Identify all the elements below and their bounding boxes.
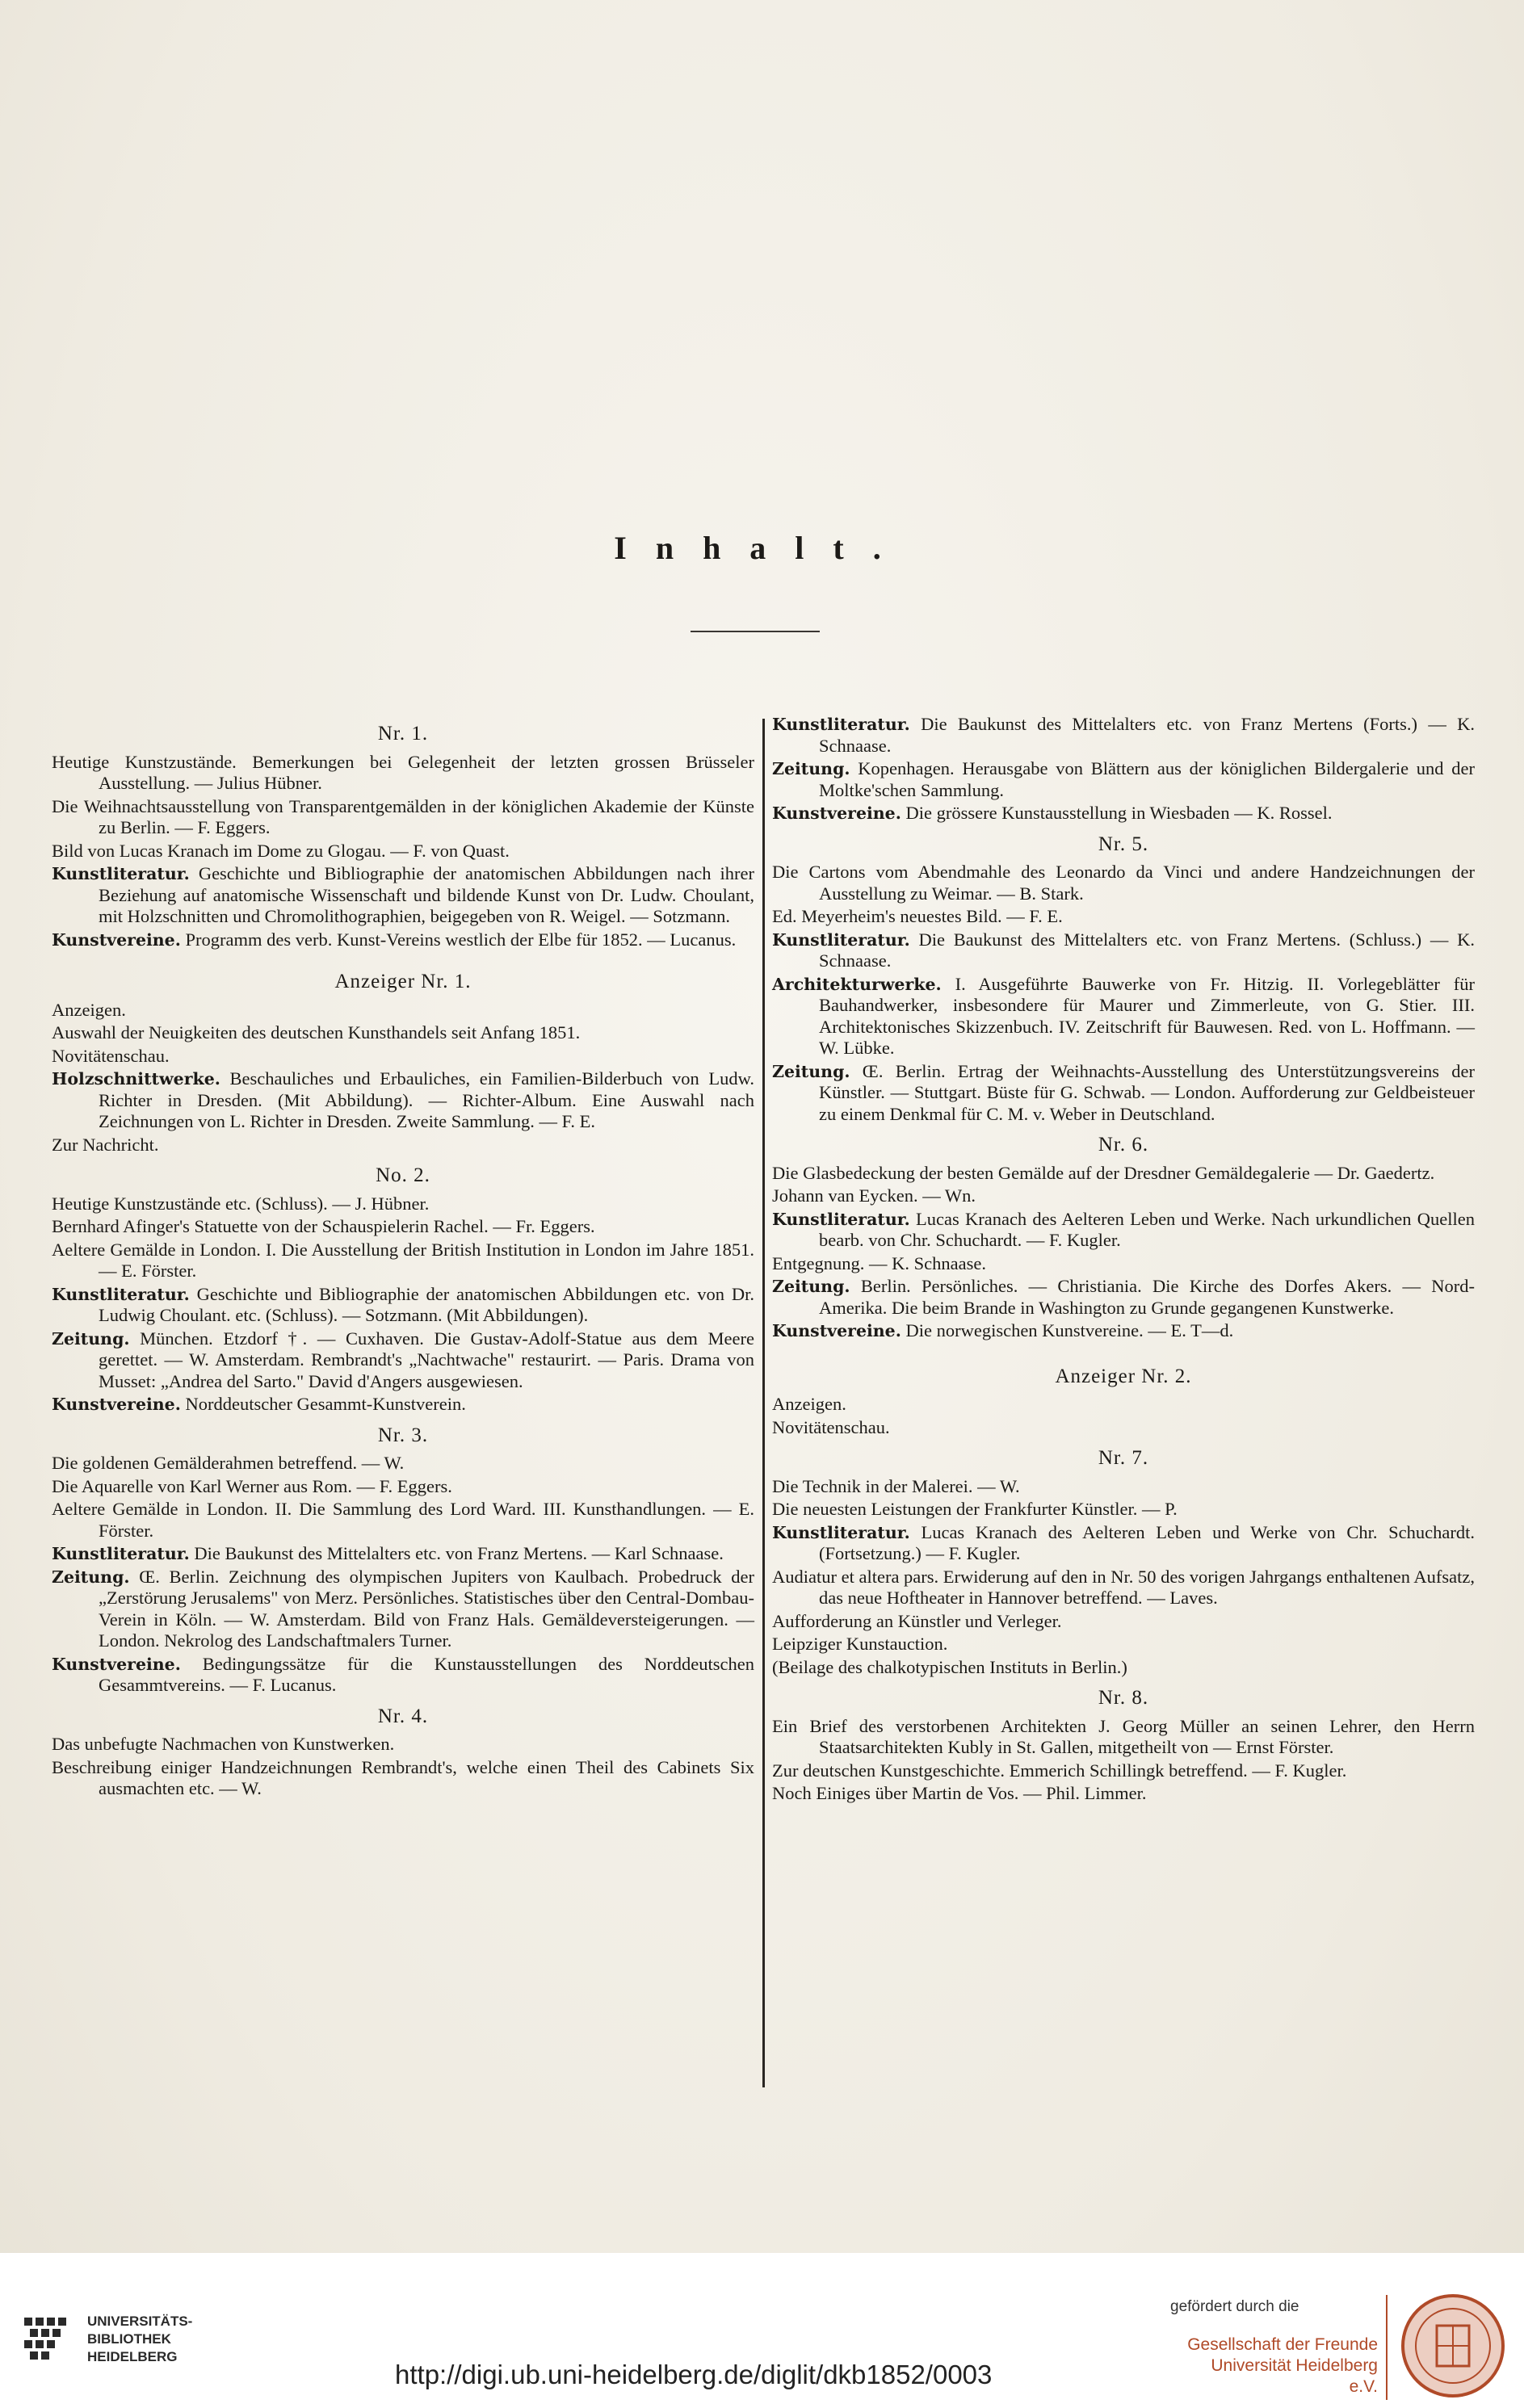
category-label: Kunstliteratur. xyxy=(52,864,190,883)
category-label: Kunstvereine. xyxy=(772,1321,901,1340)
title-rule xyxy=(691,631,820,632)
section-heading: No. 2. xyxy=(376,1164,430,1186)
toc-entry xyxy=(52,1394,754,1416)
library-logo-icon xyxy=(23,2316,74,2368)
toc-entry: Aeltere Gemälde in London. II. Die Sammlung des Lord Ward. III. Kunsthandlungen. — E. Förster. xyxy=(52,1499,754,1541)
entry-text: München. Etzdorf †. — Cuxhaven. Die Gustav-Adolf-Statue aus dem Meere gerettet. — W. Amsterdam. Rembrandt's „Nachtwache" restaurirt. — Paris. Drama von Musset: „Andrea del Sarto." David d'Angers ausgewiesen. xyxy=(99,1328,754,1391)
page-title: Inhalt. xyxy=(614,530,910,566)
section-heading: Anzeiger Nr. 2. xyxy=(1055,1365,1192,1387)
toc-entry xyxy=(52,1543,754,1565)
section-heading: Nr. 7. xyxy=(1098,1447,1149,1469)
toc-entry xyxy=(772,1061,1475,1126)
toc-entry xyxy=(52,863,754,928)
toc-entry xyxy=(772,1320,1475,1342)
toc-entry: Die Cartons vom Abendmahle des Leonardo da Vinci und andere Handzeichnungen der Ausstellung zu Weimar. — B. Stark. xyxy=(772,862,1475,904)
entry-text: Die grössere Kunstausstellung in Wiesbaden — K. Rossel. xyxy=(901,803,1333,823)
toc-entry: Das unbefugte Nachmachen von Kunstwerken. xyxy=(52,1734,395,1754)
category-label: Kunstliteratur. xyxy=(52,1284,190,1304)
toc-entry xyxy=(772,758,1475,801)
section-heading: Nr. 8. xyxy=(1098,1687,1149,1709)
toc-entry: Die Weihnachtsausstellung von Transparentgemälden in der königlichen Akademie der Künste zu Berlin. — F. Eggers. xyxy=(52,795,754,837)
sponsor-name-line: Gesellschaft der Freunde xyxy=(1187,2335,1378,2354)
toc-entry: Anzeigen. xyxy=(52,999,126,1020)
toc-entry xyxy=(772,1522,1475,1565)
toc-entry xyxy=(52,929,754,951)
toc-entry: Die Aquarelle von Karl Werner aus Rom. — F. Eggers. xyxy=(52,1475,452,1496)
library-name-line: BIBLIOTHEK xyxy=(87,2331,171,2347)
category-label: Kunstliteratur. xyxy=(52,1544,190,1563)
category-label: Zeitung. xyxy=(772,759,850,778)
sponsor-name xyxy=(1185,2335,1378,2398)
entry-text: Die norwegischen Kunstvereine. — E. T—d. xyxy=(901,1320,1234,1340)
entry-text: Kopenhagen. Herausgabe von Blättern aus der königlichen Bildergalerie und der Moltke'schen Sammlung. xyxy=(819,758,1475,800)
toc-entry xyxy=(52,1654,754,1697)
toc-entry: (Beilage des chalkotypischen Instituts in Berlin.) xyxy=(772,1656,1127,1677)
category-label: Kunstliteratur. xyxy=(772,929,910,950)
toc-entry: Beschreibung einiger Handzeichnungen Rembrandt's, welche einen Theil des Cabinets Six ausmachten etc. — W. xyxy=(52,1756,754,1798)
entry-text: Die Baukunst des Mittelalters etc. von Franz Mertens. — Karl Schnaase. xyxy=(189,1543,724,1563)
toc-entry xyxy=(772,929,1475,972)
sponsor-intro: gefördert durch die xyxy=(1170,2298,1299,2315)
category-label: Architekturwerke. xyxy=(772,974,942,994)
toc-entry xyxy=(52,1284,754,1327)
toc-entry: Die Technik in der Malerei. — W. xyxy=(772,1475,1020,1496)
entry-text: Beschauliches und Erbauliches, ein Familien-Bilderbuch von Ludw. Richter in Dresden. (Mit Abbildung). — Richter-Album. Eine Auswahl nach Zeichnungen von L. Richter in Dresden. Zweite Sammlung. — F. E. xyxy=(99,1068,754,1131)
section-heading: Nr. 6. xyxy=(1098,1134,1149,1156)
entry-text: I. Ausgeführte Bauwerke von Fr. Hitzig. II. Vorlegeblätter für Bauhandwerker, insbesondere für Maurer und Zimmerleute, von G. Stier. III. Architektonisches Skizzenbuch. IV. Zeitschrift für Bauwesen. Red. von L. Hoffmann. — W. Lübke. xyxy=(819,973,1475,1058)
toc-entry xyxy=(772,974,1475,1059)
category-label: Zeitung. xyxy=(772,1061,850,1081)
toc-entry xyxy=(772,1209,1475,1252)
toc-entry: Ein Brief des verstorbenen Architekten J. Georg Müller an seinen Lehrer, den Herrn Staatsarchitekten Kubly in St. Gallen, mitgetheilt von — Ernst Förster. xyxy=(772,1715,1475,1757)
toc-entry: Bernhard Afinger's Statuette von der Schauspielerin Rachel. — Fr. Eggers. xyxy=(52,1216,595,1236)
toc-entry: Anzeigen. xyxy=(772,1394,846,1414)
section-heading: Anzeiger Nr. 1. xyxy=(334,971,472,992)
entry-text: Norddeutscher Gesammt-Kunstverein. xyxy=(180,1394,466,1414)
toc-entry: Johann van Eycken. — Wn. xyxy=(772,1185,976,1206)
category-label: Kunstvereine. xyxy=(52,1654,181,1674)
right-column xyxy=(772,714,1475,1806)
category-label: Kunstliteratur. xyxy=(772,1522,910,1542)
entry-text: Œ. Berlin. Ertrag der Weihnachts-Ausstellung des Unterstützungsvereins der Künstler. — Stuttgart. Büste für G. Schwab. — London. Aufforderung zur Geldbeisteuer zu einem Denkmal für C. M. v. Weber in Deutschland. xyxy=(819,1060,1475,1124)
library-name-line: HEIDELBERG xyxy=(87,2349,178,2364)
entry-text: Die Baukunst des Mittelalters etc. von Franz Mertens. (Schluss.) — K. Schnaase. xyxy=(819,929,1475,971)
toc-entry xyxy=(772,803,1475,824)
sponsor-divider xyxy=(1386,2295,1388,2400)
sponsor-name-line: Universität Heidelberg e.V. xyxy=(1211,2356,1378,2396)
toc-entry: Heutige Kunstzustände. Bemerkungen bei Gelegenheit der letzten grossen Brüsseler Ausstellung. — Julius Hübner. xyxy=(52,751,754,793)
entry-text: Geschichte und Bibliographie der anatomischen Abbildungen etc. von Dr. Ludwig Choulant. etc. (Schluss). — Sotzmann. (Mit Abbildungen). xyxy=(99,1283,754,1325)
toc-entry: Zur deutschen Kunstgeschichte. Emmerich Schillingk betreffend. — F. Kugler. xyxy=(772,1760,1347,1781)
section-heading: Nr. 5. xyxy=(1098,833,1149,855)
section-heading: Nr. 1. xyxy=(377,723,429,745)
toc-entry: Auswahl der Neuigkeiten des deutschen Kunsthandels seit Anfang 1851. xyxy=(52,1022,581,1042)
column-divider xyxy=(762,719,765,2087)
category-label: Zeitung. xyxy=(52,1567,130,1587)
university-seal-icon xyxy=(1400,2293,1505,2398)
toc-entry: Bild von Lucas Kranach im Dome zu Glogau. — F. von Quast. xyxy=(52,840,510,861)
category-label: Holzschnittwerke. xyxy=(52,1069,220,1089)
toc-entry: Audiatur et altera pars. Erwiderung auf den in Nr. 50 des vorigen Jahrgangs enthaltenen Aufsatz, das neue Hoftheater in Hannover betreffend. — Laves. xyxy=(772,1566,1475,1608)
permalink-url[interactable]: http://digi.ub.uni-heidelberg.de/diglit/dkb1852/0003 xyxy=(395,2360,993,2389)
toc-entry: Zur Nachricht. xyxy=(52,1134,159,1155)
entry-text: Lucas Kranach des Aelteren Leben und Werke. Nach urkundlichen Quellen bearb. von Chr. Schuchardt. — F. Kugler. xyxy=(819,1208,1475,1250)
entry-text: Die Baukunst des Mittelalters etc. von Franz Mertens (Forts.) — K. Schnaase. xyxy=(819,714,1475,756)
footer-bar xyxy=(0,2253,1524,2408)
entry-text: Lucas Kranach des Aelteren Leben und Werke von Chr. Schuchardt. (Fortsetzung.) — F. Kugler. xyxy=(819,1521,1475,1563)
toc-entry xyxy=(772,1276,1475,1319)
category-label: Zeitung. xyxy=(772,1277,850,1296)
library-name xyxy=(87,2313,192,2366)
category-label: Kunstliteratur. xyxy=(772,715,910,734)
toc-entry: Ed. Meyerheim's neuestes Bild. — F. E. xyxy=(772,906,1063,926)
entry-text: Geschichte und Bibliographie der anatomischen Abbildungen nach ihrer Beziehung auf anatomische Wissenschaft und bildende Kunst von Dr. Ludw. Choulant, mit Holzschnitten und Chromolithographien, beigegeben von R. Weigel. — Sotzmann. xyxy=(99,863,754,926)
toc-entry: Leipziger Kunstauction. xyxy=(772,1634,948,1654)
entry-text: Berlin. Persönliches. — Christiania. Die Kirche des Dorfes Akers. — Nord-Amerika. Die beim Brande in Washington zu Grunde gegangenen Kunstwerke. xyxy=(819,1276,1475,1318)
category-label: Kunstvereine. xyxy=(52,929,181,950)
category-label: Kunstliteratur. xyxy=(772,1209,910,1229)
toc-entry: Die Glasbedeckung der besten Gemälde auf der Dresdner Gemäldegalerie — Dr. Gaedertz. xyxy=(772,1162,1435,1183)
category-label: Zeitung. xyxy=(52,1328,130,1349)
entry-text: Œ. Berlin. Zeichnung des olympischen Jupiters von Kaulbach. Probedruck der „Zerstörung Jerusalems" von Merz. Persönliches. Statistisches über den Central-Dombau-Verein in Köln. — W. Amsterdam. Bild von Franz Hals. Gemäldeversteigerungen. — London. Nekrolog des Landschaftmalers Turner. xyxy=(99,1566,754,1651)
toc-entry xyxy=(52,1068,754,1133)
toc-entry: Aeltere Gemälde in London. I. Die Ausstellung der British Institution in London im Jahre 1851. — E. Förster. xyxy=(52,1239,754,1281)
toc-entry: Aufforderung an Künstler und Verleger. xyxy=(772,1610,1062,1631)
toc-entry: Entgegnung. — K. Schnaase. xyxy=(772,1252,986,1273)
category-label: Kunstvereine. xyxy=(52,1395,181,1414)
toc-entry xyxy=(52,1567,754,1652)
library-name-line: UNIVERSITÄTS- xyxy=(87,2314,193,2329)
left-column xyxy=(52,714,754,1802)
section-heading: Nr. 4. xyxy=(377,1705,429,1727)
toc-entry: Die neuesten Leistungen der Frankfurter Künstler. — P. xyxy=(772,1499,1178,1519)
toc-entry: Die goldenen Gemälderahmen betreffend. — W. xyxy=(52,1453,405,1473)
toc-entry xyxy=(772,714,1475,757)
toc-entry: Noch Einiges über Martin de Vos. — Phil. Limmer. xyxy=(772,1783,1147,1803)
entry-text: Programm des verb. Kunst-Vereins westlich der Elbe für 1852. — Lucanus. xyxy=(180,929,737,950)
toc-entry: Novitätenschau. xyxy=(772,1416,890,1437)
entry-text: Bedingungssätze für die Kunstausstellungen des Norddeutschen Gesammtvereins. — F. Lucanus. xyxy=(99,1653,754,1695)
toc-entry xyxy=(52,1328,754,1393)
toc-entry: Heutige Kunstzustände etc. (Schluss). — J. Hübner. xyxy=(52,1193,430,1214)
section-heading: Nr. 3. xyxy=(377,1424,429,1446)
category-label: Kunstvereine. xyxy=(772,803,901,823)
toc-entry: Novitätenschau. xyxy=(52,1045,170,1066)
